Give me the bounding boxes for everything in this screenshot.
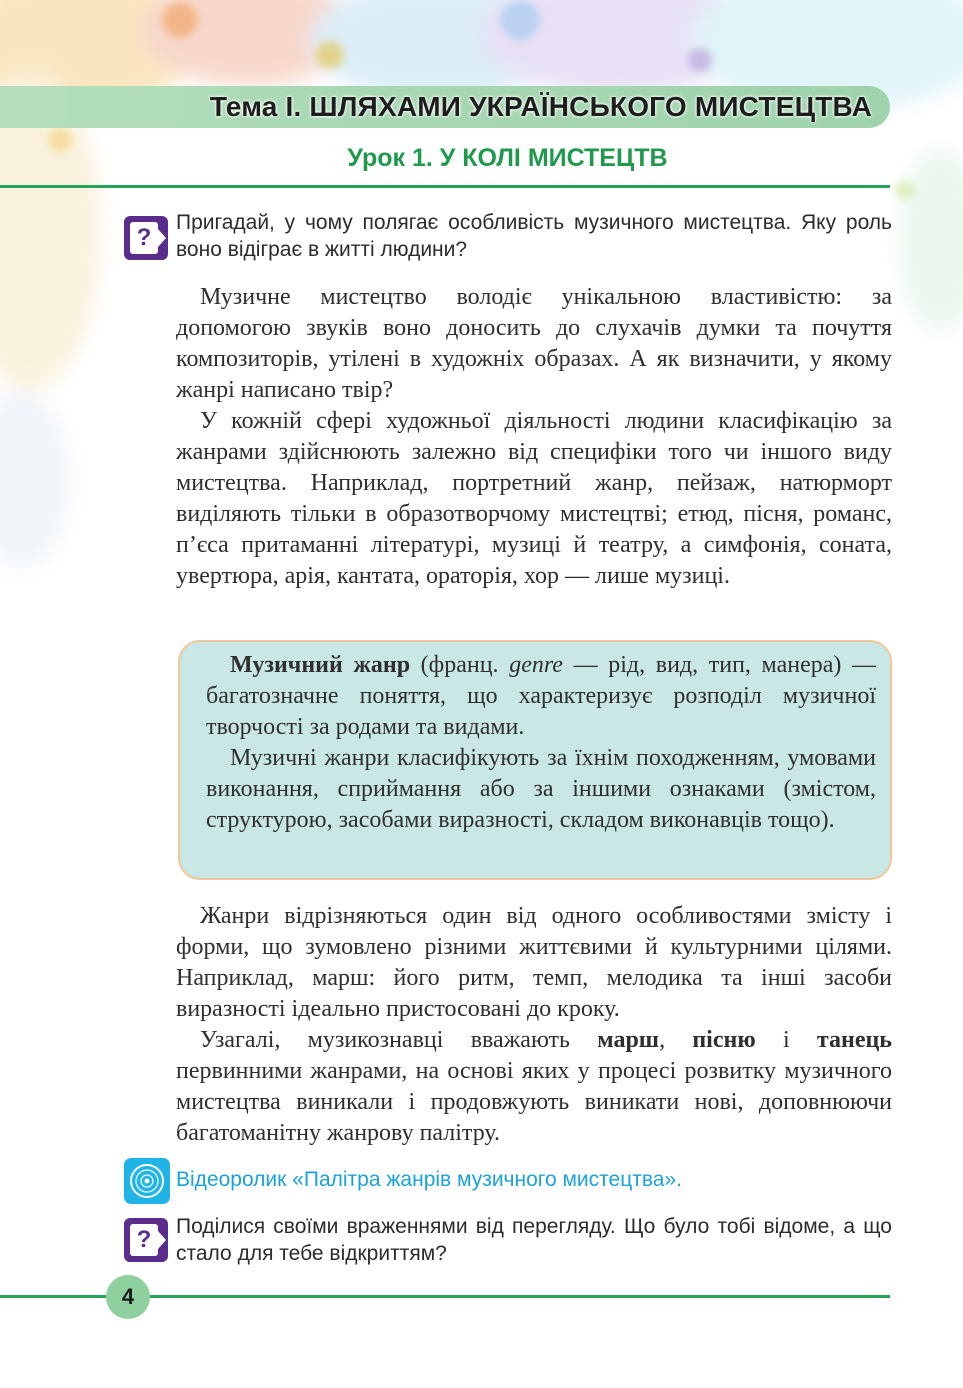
definition-lead: (франц. bbox=[410, 652, 510, 678]
page-number: 4 bbox=[106, 1275, 150, 1319]
question-mark-glyph: ? bbox=[130, 222, 158, 254]
video-link[interactable]: Відеоролик «Палітра жанрів музичного мистецтва». bbox=[176, 1168, 682, 1191]
question-share: Поділися своїми враженнями від перегляду. Що було тобі відоме, а що стало для тебе відкриттям? bbox=[176, 1215, 892, 1265]
definition-paragraph: Музичні жанри класифікують за їхнім походженням, умовами виконання, сприймання або за іншими ознаками (змістом, структурою, засобами виразності, складом виконавців тощо). bbox=[206, 745, 876, 833]
question-recall: Пригадай, у чому полягає особливість музичного мистецтва. Яку роль воно відіграє в житті людини? bbox=[176, 211, 892, 261]
paragraph: Музичне мистецтво володіє унікальною властивістю: за допомогою звуків воно доносить до слухачів думки та почуття композиторів, утілені в художніх образах. А як визначити, у якому жанрі написано твір? bbox=[176, 284, 892, 403]
term-dance: танець bbox=[816, 1027, 892, 1053]
paragraph: Жанри відрізняються один від одного особливостями змісту і форми, що зумовлено різними життєвими й культурними цілями. Наприклад, марш: його ритм, темп, мелодика та інші засоби виразності ідеально пристосовані до кроку. bbox=[176, 903, 892, 1022]
definition-text: — рід, вид, тип, манера) — багатозначне поняття, що характеризує розподіл музичної творчості за родами та видами. bbox=[206, 652, 877, 740]
definition-paragraph bbox=[206, 650, 876, 743]
genres-text bbox=[176, 901, 892, 1149]
paragraph: У кожній сфері художньої діяльності людини класифікацію за жанрами здійснюють залежно від специфіки того чи іншого виду мистецтва. Наприклад, портретний жанр, пейзаж, натюрморт виділяють тільки в образотворчому мистецтві; етюд, пісня, романс, п’єса притаманні літературі, музиці й театру, а симфонія, соната, увертюра, арія, кантата, ораторія, хор — лише музиці. bbox=[176, 408, 892, 589]
term-march: марш bbox=[597, 1027, 660, 1053]
topic-title: Тема І. ШЛЯХАМИ УКРАЇНСЬКОГО МИСТЕЦТВА bbox=[209, 91, 872, 122]
question-icon bbox=[124, 1218, 168, 1262]
video-disc-icon[interactable] bbox=[124, 1158, 170, 1204]
header-divider bbox=[0, 185, 890, 188]
definition-term: Музичний жанр bbox=[230, 652, 411, 678]
definition-foreign-word: genre bbox=[509, 652, 563, 678]
intro-text bbox=[176, 282, 892, 592]
question-icon bbox=[124, 216, 168, 260]
question-mark-glyph: ? bbox=[130, 1224, 158, 1256]
lesson-title: Урок 1. У КОЛІ МИСТЕЦТВ bbox=[347, 144, 668, 172]
term-song: пісню bbox=[692, 1027, 756, 1053]
paragraph: Узагалі, музикознавці вважають марш, пісню і танець первинними жанрами, на основі яких у процесі розвитку музичного мистецтва виникали і продовжують виникати нові, доповнюючи багатоманітну жанрову палітру. bbox=[176, 1027, 892, 1146]
definition-box bbox=[178, 640, 892, 880]
